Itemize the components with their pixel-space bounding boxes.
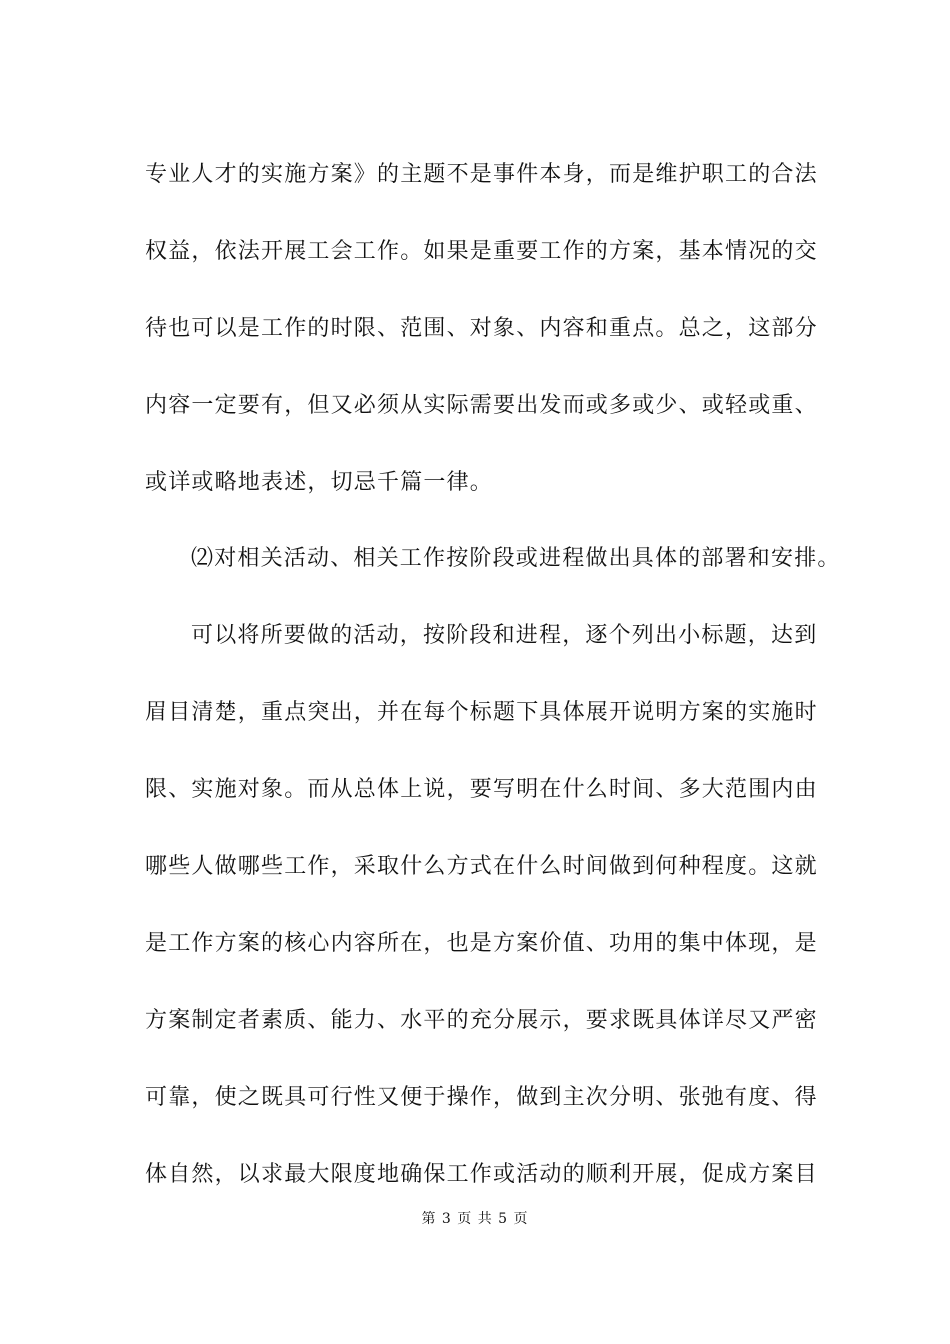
text-line: 是工作方案的核心内容所在，也是方案价值、功用的集中体现，是 [145,930,818,956]
text-line: 限、实施对象。而从总体上说，要写明在什么时间、多大范围内由 [145,777,818,803]
text-line: 内容一定要有，但又必须从实际需要出发而或多或少、或轻或重、 [145,392,818,418]
text-line-paragraph-start: 可以将所要做的活动，按阶段和进程，逐个列出小标题，达到 [191,623,818,649]
text-line-numbered-heading: ⑵对相关活动、相关工作按阶段或进程做出具体的部署和安排。 [191,546,841,572]
page-footer [0,1208,950,1228]
text-line: 可靠，使之既具可行性又便于操作，做到主次分明、张弛有度、得 [145,1084,818,1110]
text-line: 或详或略地表述，切忌千篇一律。 [145,469,494,495]
text-line: 体自然，以求最大限度地确保工作或活动的顺利开展，促成方案目 [145,1161,818,1187]
text-line: 哪些人做哪些工作，采取什么方式在什么时间做到何种程度。这就 [145,854,818,880]
body-text [145,137,841,1213]
text-line: 专业人才的实施方案》的主题不是事件本身，而是维护职工的合法 [145,162,818,187]
page-number: 第 3 页 共 5 页 [421,1211,529,1227]
text-line: 权益，依法开展工会工作。如果是重要工作的方案，基本情况的交 [145,238,818,264]
text-line: 待也可以是工作的时限、范围、对象、内容和重点。总之，这部分 [145,315,818,341]
text-line: 眉目清楚，重点突出，并在每个标题下具体展开说明方案的实施时 [145,700,818,726]
text-line: 方案制定者素质、能力、水平的充分展示，要求既具体详尽又严密 [145,1007,818,1033]
